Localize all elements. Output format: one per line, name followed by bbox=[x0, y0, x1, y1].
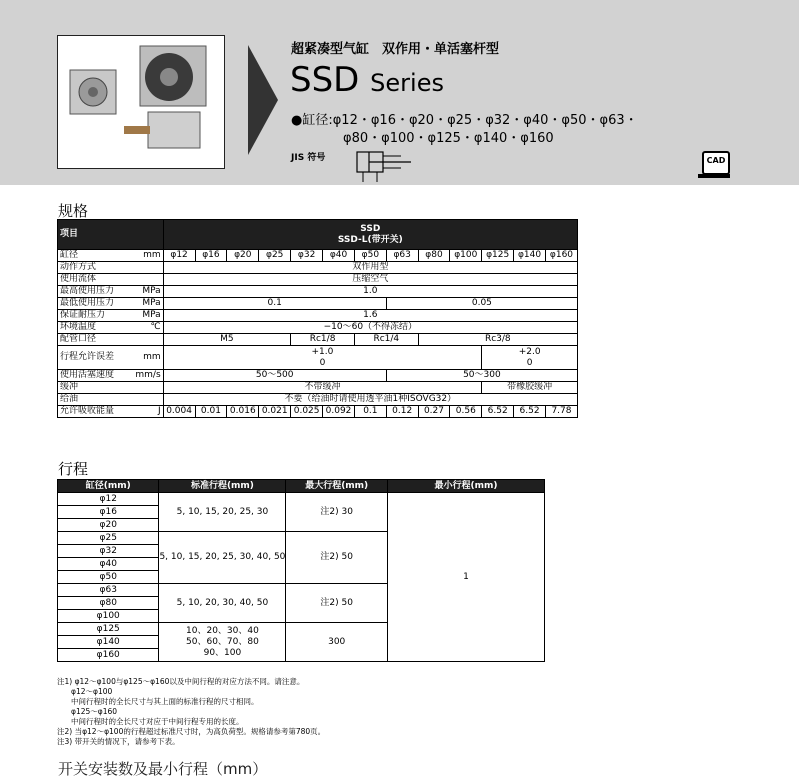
temp-label: 环境温度 bbox=[58, 322, 136, 334]
bore-cell: φ20 bbox=[227, 250, 259, 262]
note-1: 注1) φ12～φ100与φ125～φ160以及中间行程的对应方法不同。请注意。 bbox=[57, 677, 305, 686]
bore-cell: φ80 bbox=[418, 250, 450, 262]
note-2: 注2) 当φ12～φ100的行程超过标准尺寸时，为高负荷型。规格请参考第780页。 bbox=[57, 727, 326, 736]
arrow-icon bbox=[248, 45, 278, 155]
temp-unit: ℃ bbox=[135, 322, 163, 334]
energy-cell: 0.27 bbox=[418, 406, 450, 418]
fluid-label: 使用流体 bbox=[58, 274, 164, 286]
tol-value-b bbox=[482, 346, 578, 370]
proof-unit: MPa bbox=[135, 310, 163, 322]
cad-icon-base bbox=[698, 174, 730, 178]
lube-value: 不要（给油时请使用透平油1种ISOVG32） bbox=[163, 394, 577, 406]
port-label: 配管口径 bbox=[58, 334, 164, 346]
stroke-std-1: 5, 10, 15, 20, 25, 30 bbox=[159, 493, 286, 532]
bore-cell: φ160 bbox=[545, 250, 577, 262]
tol-b-lower: 0 bbox=[526, 357, 533, 368]
maxp-label: 最高使用压力 bbox=[58, 286, 136, 298]
spec-head-model bbox=[163, 220, 577, 250]
note-1d: 中间行程时的全长尺寸对应于中间行程专用的长度。 bbox=[71, 717, 244, 726]
bore-cell: φ63 bbox=[386, 250, 418, 262]
stroke-max-1: 注2) 30 bbox=[286, 493, 388, 532]
speed-unit: mm/s bbox=[135, 370, 163, 382]
bore-cell: φ125 bbox=[482, 250, 514, 262]
energy-cell: 6.52 bbox=[482, 406, 514, 418]
jis-symbol-label: JIS 符号 bbox=[291, 153, 326, 163]
bore-cell: φ100 bbox=[450, 250, 482, 262]
tol-label: 行程允许误差 bbox=[58, 346, 136, 370]
stroke-head-bore: 缸径(mm) bbox=[58, 480, 159, 493]
energy-cell: 0.021 bbox=[259, 406, 291, 418]
stroke-std-3: 5, 10, 20, 30, 40, 50 bbox=[159, 584, 286, 623]
product-subtitle: 超紧凑型气缸 双作用・单活塞杆型 bbox=[291, 42, 500, 57]
energy-cell: 0.092 bbox=[323, 406, 355, 418]
stroke-bore: φ100 bbox=[58, 610, 159, 623]
stroke-max-4: 300 bbox=[286, 623, 388, 662]
minp-value-a: 0.1 bbox=[163, 298, 386, 310]
bore-list-line1: ●缸径:φ12・φ16・φ20・φ25・φ32・φ40・φ50・φ63・ bbox=[291, 113, 638, 128]
stroke-max-2: 注2) 50 bbox=[286, 532, 388, 584]
spec-table bbox=[57, 219, 578, 418]
series-name: SSD bbox=[290, 60, 360, 100]
stroke-min: 1 bbox=[387, 493, 544, 662]
tol-a-upper: +1.0 bbox=[311, 346, 334, 357]
product-photo bbox=[57, 35, 225, 169]
series-title bbox=[290, 60, 444, 100]
stroke-bore: φ125 bbox=[58, 623, 159, 636]
stroke-bore: φ20 bbox=[58, 519, 159, 532]
temp-value: −10～60（不得冻结） bbox=[163, 322, 577, 334]
energy-cell: 0.56 bbox=[450, 406, 482, 418]
speed-label: 使用活塞速度 bbox=[58, 370, 136, 382]
port-d: Rc3/8 bbox=[418, 334, 577, 346]
tol-a-lower: 0 bbox=[319, 357, 326, 368]
energy-cell: 0.1 bbox=[354, 406, 386, 418]
bore-list-line2: φ80・φ100・φ125・φ140・φ160 bbox=[343, 131, 554, 146]
stroke-std-4a: 10、20、30、40 bbox=[186, 625, 259, 636]
bore-unit: mm bbox=[135, 250, 163, 262]
energy-label: 允许吸收能量 bbox=[58, 406, 136, 418]
note-1c: φ125～φ160 bbox=[71, 707, 118, 716]
port-c: Rc1/4 bbox=[354, 334, 418, 346]
stroke-bore: φ140 bbox=[58, 636, 159, 649]
energy-cell: 0.12 bbox=[386, 406, 418, 418]
tol-value-a bbox=[163, 346, 482, 370]
energy-cell: 0.004 bbox=[163, 406, 195, 418]
spec-head-item: 项目 bbox=[58, 220, 164, 250]
tol-unit: mm bbox=[135, 346, 163, 370]
fluid-value: 压缩空气 bbox=[163, 274, 577, 286]
bore-cell: φ40 bbox=[323, 250, 355, 262]
port-a: M5 bbox=[163, 334, 291, 346]
jis-symbol-icon bbox=[355, 150, 415, 184]
stroke-head-min: 最小行程(mm) bbox=[387, 480, 544, 493]
energy-cell: 0.01 bbox=[195, 406, 227, 418]
notes bbox=[57, 677, 325, 747]
bore-cell: φ25 bbox=[259, 250, 291, 262]
cushion-a: 不带缓冲 bbox=[163, 382, 482, 394]
stroke-bore: φ80 bbox=[58, 597, 159, 610]
op-label: 动作方式 bbox=[58, 262, 164, 274]
stroke-bore: φ160 bbox=[58, 649, 159, 662]
bore-cell: φ50 bbox=[354, 250, 386, 262]
stroke-bore: φ16 bbox=[58, 506, 159, 519]
cad-icon[interactable]: CAD bbox=[702, 151, 730, 175]
note-1a: φ12～φ100 bbox=[71, 687, 113, 696]
op-value: 双作用型 bbox=[163, 262, 577, 274]
bore-label: 缸径 bbox=[58, 250, 136, 262]
energy-cell: 7.78 bbox=[545, 406, 577, 418]
stroke-std-4c: 90、100 bbox=[203, 647, 242, 658]
stroke-std-4 bbox=[159, 623, 286, 662]
minp-label: 最低使用压力 bbox=[58, 298, 136, 310]
stroke-bore: φ32 bbox=[58, 545, 159, 558]
stroke-bore: φ50 bbox=[58, 571, 159, 584]
energy-unit: J bbox=[135, 406, 163, 418]
stroke-bore: φ40 bbox=[58, 558, 159, 571]
spec-model-switch: SSD-L(带开关) bbox=[337, 234, 403, 245]
stroke-bore: φ25 bbox=[58, 532, 159, 545]
cushion-b: 带橡胶缓冲 bbox=[482, 382, 578, 394]
stroke-bore: φ63 bbox=[58, 584, 159, 597]
minp-value-b: 0.05 bbox=[386, 298, 577, 310]
energy-cell: 0.025 bbox=[291, 406, 323, 418]
cylinder-illustration bbox=[58, 36, 224, 168]
stroke-bore: φ12 bbox=[58, 493, 159, 506]
stroke-table bbox=[57, 479, 545, 662]
bore-cell: φ12 bbox=[163, 250, 195, 262]
tol-b-upper: +2.0 bbox=[518, 346, 541, 357]
series-suffix: Series bbox=[370, 69, 444, 97]
stroke-section-title: 行程 bbox=[58, 460, 89, 478]
maxp-value: 1.0 bbox=[163, 286, 577, 298]
minp-unit: MPa bbox=[135, 298, 163, 310]
next-section-title: 开关安装数及最小行程（mm） bbox=[58, 760, 268, 778]
stroke-std-2: 5, 10, 15, 20, 25, 30, 40, 50 bbox=[159, 532, 286, 584]
energy-cell: 0.016 bbox=[227, 406, 259, 418]
stroke-max-3: 注2) 50 bbox=[286, 584, 388, 623]
stroke-std-4b: 50、60、70、80 bbox=[186, 636, 259, 647]
energy-cell: 6.52 bbox=[514, 406, 546, 418]
stroke-head-max: 最大行程(mm) bbox=[286, 480, 388, 493]
bore-cell: φ32 bbox=[291, 250, 323, 262]
bore-cell: φ140 bbox=[514, 250, 546, 262]
stroke-head-std: 标准行程(mm) bbox=[159, 480, 286, 493]
proof-value: 1.6 bbox=[163, 310, 577, 322]
note-3: 注3) 带开关的情况下，请参考下表。 bbox=[57, 737, 180, 746]
maxp-unit: MPa bbox=[135, 286, 163, 298]
proof-label: 保证耐压力 bbox=[58, 310, 136, 322]
spec-section-title: 规格 bbox=[58, 202, 89, 220]
speed-b: 50～300 bbox=[386, 370, 577, 382]
port-b: Rc1/8 bbox=[291, 334, 355, 346]
bore-cell: φ16 bbox=[195, 250, 227, 262]
lube-label: 给油 bbox=[58, 394, 164, 406]
note-1b: 中间行程时的全长尺寸与其上面的标准行程的尺寸相同。 bbox=[71, 697, 259, 706]
spec-model: SSD bbox=[360, 223, 381, 234]
cushion-label: 缓冲 bbox=[58, 382, 164, 394]
speed-a: 50～500 bbox=[163, 370, 386, 382]
